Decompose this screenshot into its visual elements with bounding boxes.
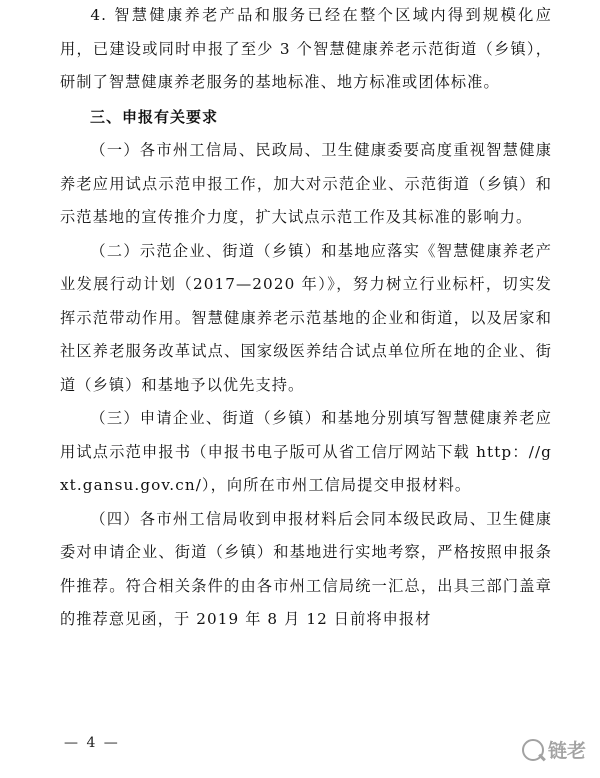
paragraph-requirement-3: （三）申请企业、街道（乡镇）和基地分别填写智慧健康养老应用试点示范申报书（申报书电子版可从省工信厅网站下载 http：//gxt.gansu.gov.cn/），向所在市州工信局提交申报材料。: [60, 409, 552, 494]
section-heading-requirements: 三、申报有关要求: [90, 107, 219, 126]
paragraph-requirement-2: （二）示范企业、街道（乡镇）和基地应落实《智慧健康养老产业发展行动计划（2017—2020 年）》，努力树立行业标杆，切实发挥示范带动作用。智慧健康养老示范基地的企业和街道，以及居家和社区养老服务改革试点、国家级医养结合试点单位所在地的企业、街道（乡镇）和基地予以优先支持。: [60, 241, 552, 394]
paragraph-requirement-1: （一）各市州工信局、民政局、卫生健康委要高度重视智慧健康养老应用试点示范申报工作，加大对示范企业、示范街道（乡镇）和示范基地的宣传推介力度，扩大试点示范工作及其标准的影响力。: [60, 141, 552, 226]
watermark-text: 链老: [547, 740, 586, 762]
page-number: — 4 —: [64, 735, 120, 751]
paragraph-requirement-4: （四）各市州工信局收到申报材料后会同本级民政局、卫生健康委对申请企业、街道（乡镇）和基地进行实地考察，严格按照申报条件推荐。符合相关条件的由各市州工信局统一汇总，出具三部门盖章的推荐意见函，于 2019 年 8 月 12 日前将申报材: [60, 509, 552, 628]
watermark-logo-icon: [522, 739, 544, 761]
paragraph-criteria-4: 4. 智慧健康养老产品和服务已经在整个区域内得到规模化应用，已建设或同时申报了至少 3 个智慧健康养老示范街道（乡镇），研制了智慧健康养老服务的基地标准、地方标准或团体标准。: [60, 6, 552, 91]
watermark: [522, 736, 586, 763]
